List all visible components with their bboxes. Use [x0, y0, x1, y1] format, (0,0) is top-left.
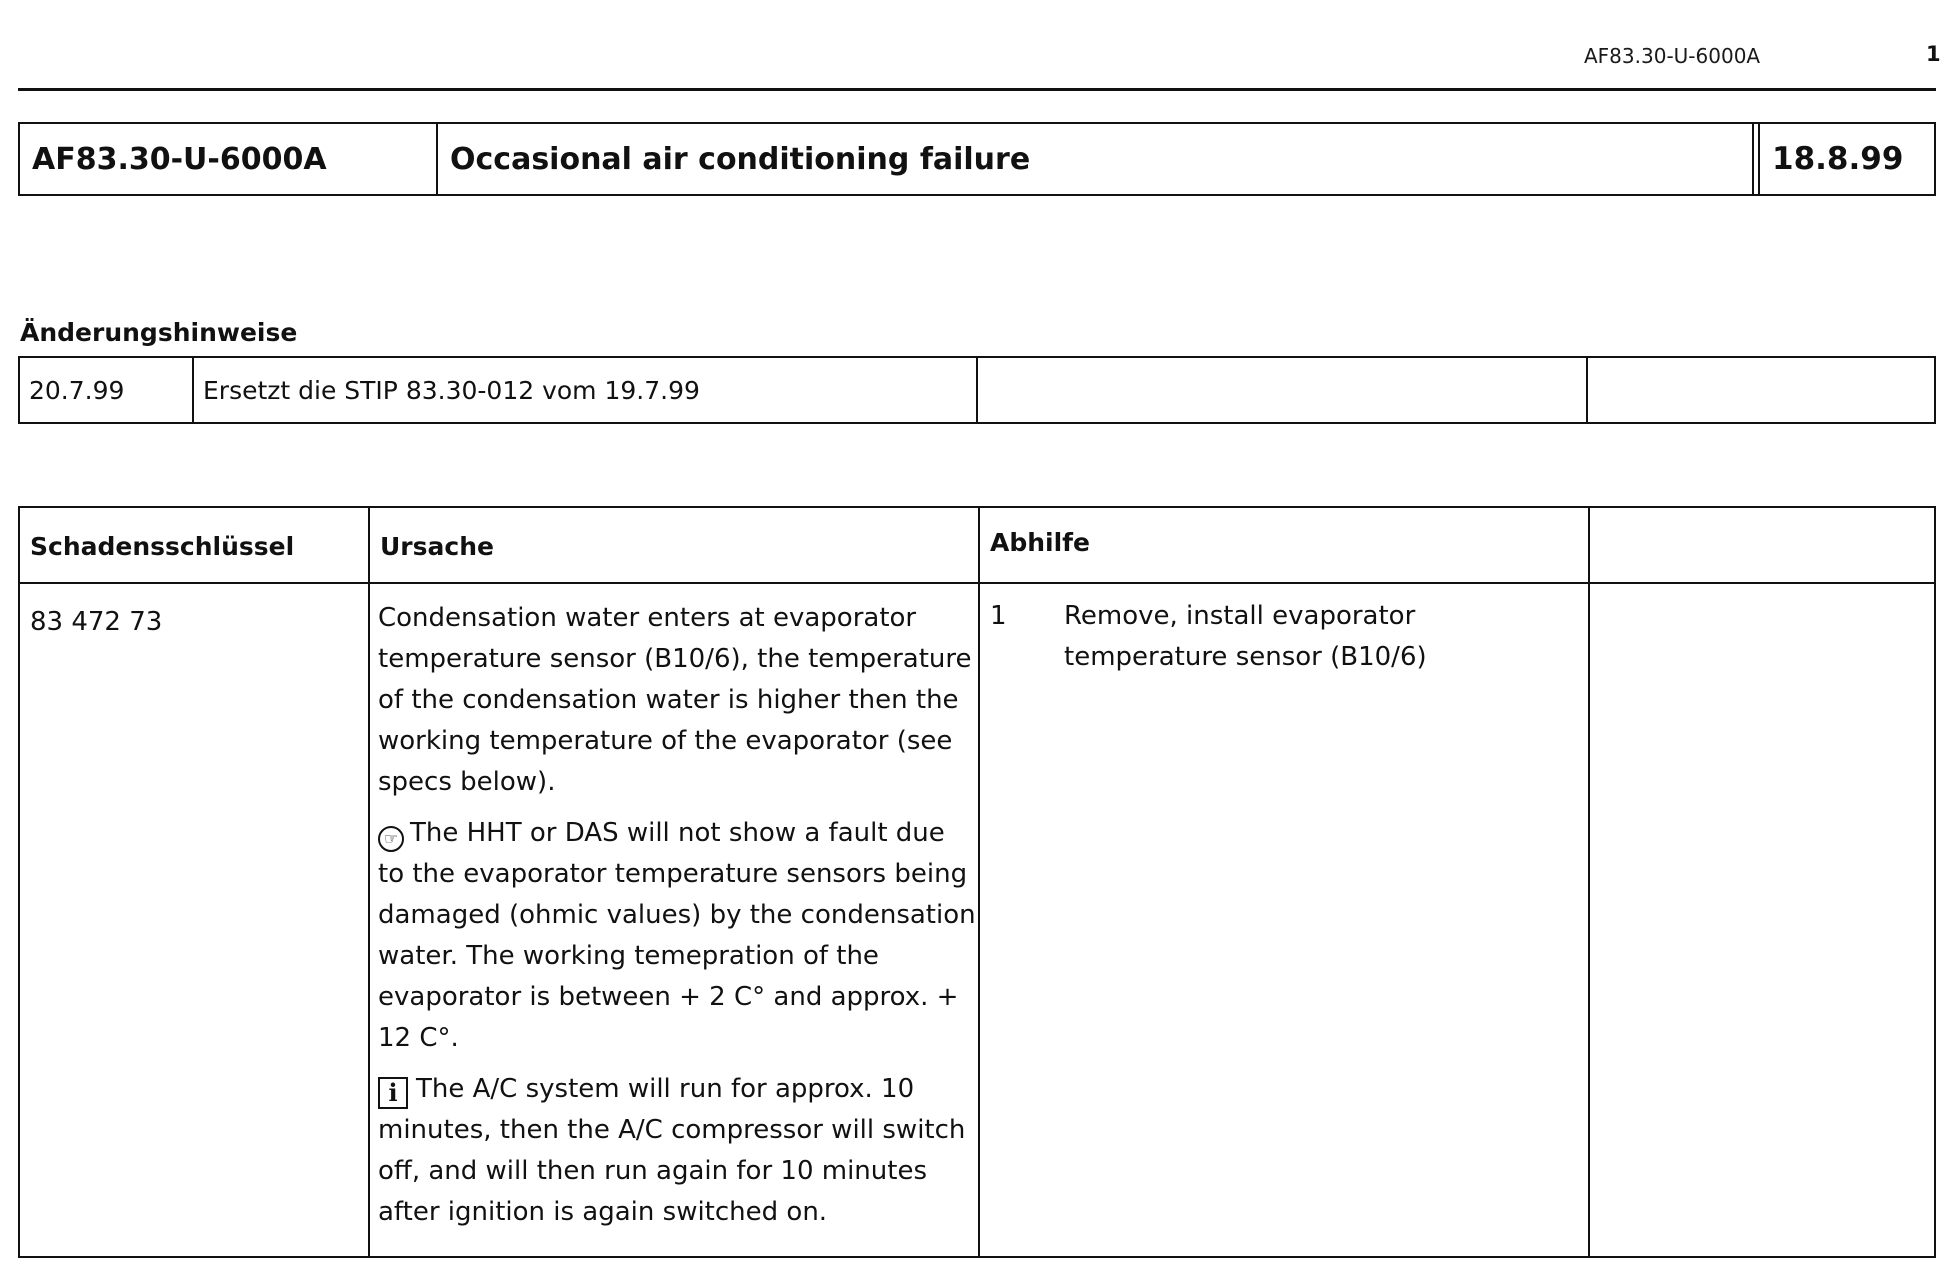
header-damage-key: Schadensschlüssel — [30, 532, 295, 561]
title-table — [18, 122, 1936, 196]
damage-key-value: 83 472 73 — [30, 607, 163, 637]
cause-paragraph-3: The A/C system will run for approx. 10 minutes, then the A/C compressor will switch off, and will then run again for 10 minutes after ignition is again switched on. — [378, 1074, 966, 1227]
col-divider — [368, 508, 370, 1256]
changes-label: Änderungshinweise — [20, 318, 298, 347]
changes-col4 — [1588, 358, 1934, 422]
changes-table — [18, 356, 1936, 424]
header-remedy: Abhilfe — [990, 528, 1091, 557]
changes-col3 — [978, 358, 1588, 422]
col-divider — [978, 508, 980, 1256]
cause-paragraph-1: Condensation water enters at evaporator temperature sensor (B10/6), the temperature of the condensation water is higher then the working temperature of the evaporator (see specs below). — [378, 603, 972, 797]
title-date: 18.8.99 — [1758, 124, 1934, 194]
title-text: Occasional air conditioning failure — [438, 124, 1754, 194]
remedy-step-number: 1 — [990, 601, 1007, 631]
header-page-number: 1 — [1926, 42, 1941, 66]
info-icon: i — [378, 1077, 408, 1109]
main-table — [18, 506, 1936, 1258]
cause-paragraph-2: The HHT or DAS will not show a fault due to the evaporator temperature sensors being damaged (ohmic values) by the condensation water. The working temepration of the evaporator is between + 2 C° and approx. + 12 C°. — [378, 818, 976, 1053]
changes-date: 20.7.99 — [20, 358, 194, 422]
remedy-step-text: Remove, install evaporator temperature sensor (B10/6) — [1064, 601, 1427, 672]
header-doc-code: AF83.30-U-6000A — [1584, 44, 1761, 68]
header-rule — [18, 88, 1936, 91]
col-divider — [1588, 508, 1590, 1256]
cause-paragraph-2-wrap — [378, 813, 978, 1059]
title-code: AF83.30-U-6000A — [20, 124, 438, 194]
header-cause: Ursache — [380, 532, 494, 561]
note-hand-icon: ☞ — [378, 826, 404, 852]
cause-cell — [378, 598, 978, 1243]
changes-text: Ersetzt die STIP 83.30-012 vom 19.7.99 — [194, 358, 978, 422]
cause-paragraph-3-wrap — [378, 1069, 978, 1233]
remedy-cell — [990, 596, 1550, 678]
remedy-step — [990, 596, 1550, 678]
header-divider — [20, 582, 1934, 584]
